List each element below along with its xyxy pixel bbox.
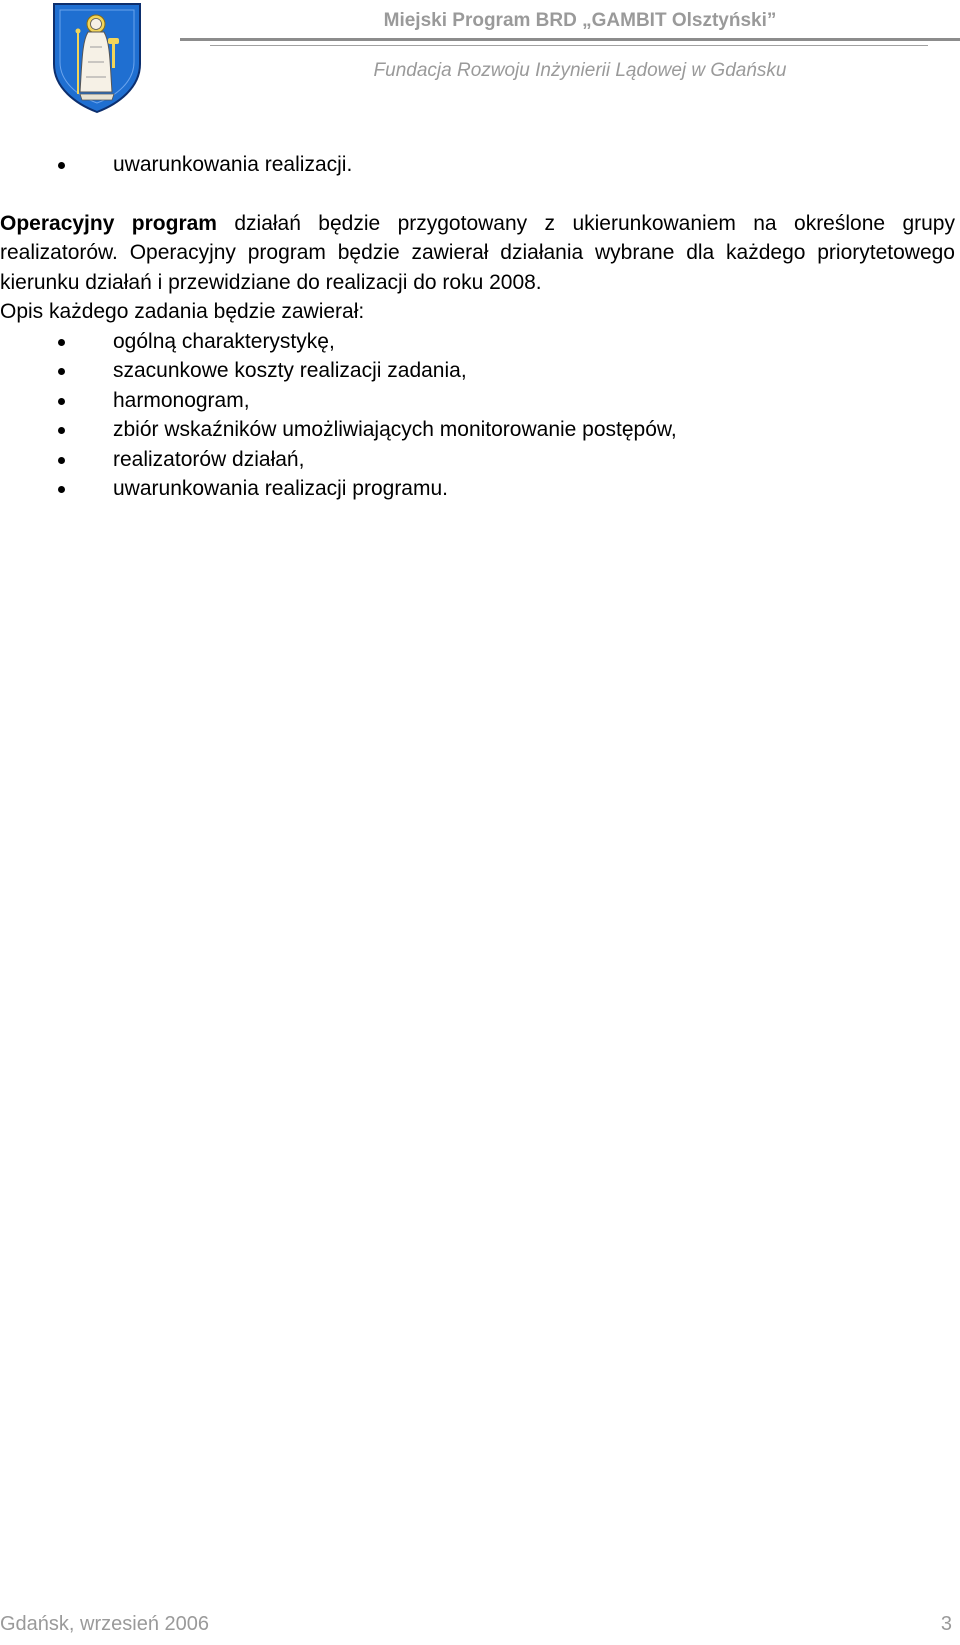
list-item <box>0 356 958 386</box>
footer-date: Gdańsk, wrzesień 2006 <box>0 1613 210 1635</box>
list-item <box>0 445 958 475</box>
header-divider-thin <box>210 45 928 46</box>
bullet-icon <box>58 398 65 405</box>
header-divider <box>180 38 960 41</box>
bullet-icon <box>58 368 65 375</box>
list-item-text: harmonogram, <box>113 388 250 412</box>
list-item-text: zbiór wskaźników umożliwiających monitorowanie postępów, <box>113 418 677 441</box>
page-number: 3 <box>940 1613 952 1635</box>
list-item <box>0 327 958 357</box>
top-bullet-list <box>0 150 958 180</box>
header-subtitle: Fundacja Rozwoju Inżynierii Lądowej w Gdańsku <box>373 60 787 81</box>
list-item-text: szacunkowe koszty realizacji zadania, <box>113 359 467 382</box>
list-item-text: uwarunkowania realizacji programu. <box>113 477 448 500</box>
list-item <box>0 415 958 445</box>
bullet-icon <box>58 427 65 434</box>
bullet-icon <box>58 162 65 169</box>
paragraph-text: działań będzie przygotowany z ukierunkowaniem na określone grupy realizatorów. Operacyjny program będzie zawierał działania wybrane dla każdego priorytetowego kierunku działań i przewidziane do realizacji do roku 2008. <box>0 211 955 294</box>
page-header <box>0 0 960 120</box>
list-item-text: ogólną charakterystykę, <box>113 329 335 353</box>
bullet-icon <box>58 339 65 346</box>
document-body <box>0 150 958 504</box>
list-item <box>0 150 958 180</box>
paragraph-bold-lead: Operacyjny program <box>0 211 217 235</box>
list-item <box>0 474 958 504</box>
bullet-icon <box>58 457 65 464</box>
bullet-icon <box>58 486 65 493</box>
bullet-list <box>0 327 958 504</box>
list-item <box>0 386 958 416</box>
paragraph-intro: Opis każdego zadania będzie zawierał: <box>0 300 365 323</box>
list-item-text: realizatorów działań, <box>113 447 305 471</box>
list-item-text: uwarunkowania realizacji. <box>113 153 353 176</box>
paragraph <box>0 209 955 298</box>
coat-of-arms-icon <box>52 2 142 114</box>
header-title: Miejski Program BRD „GAMBIT Olsztyński” <box>383 10 777 31</box>
